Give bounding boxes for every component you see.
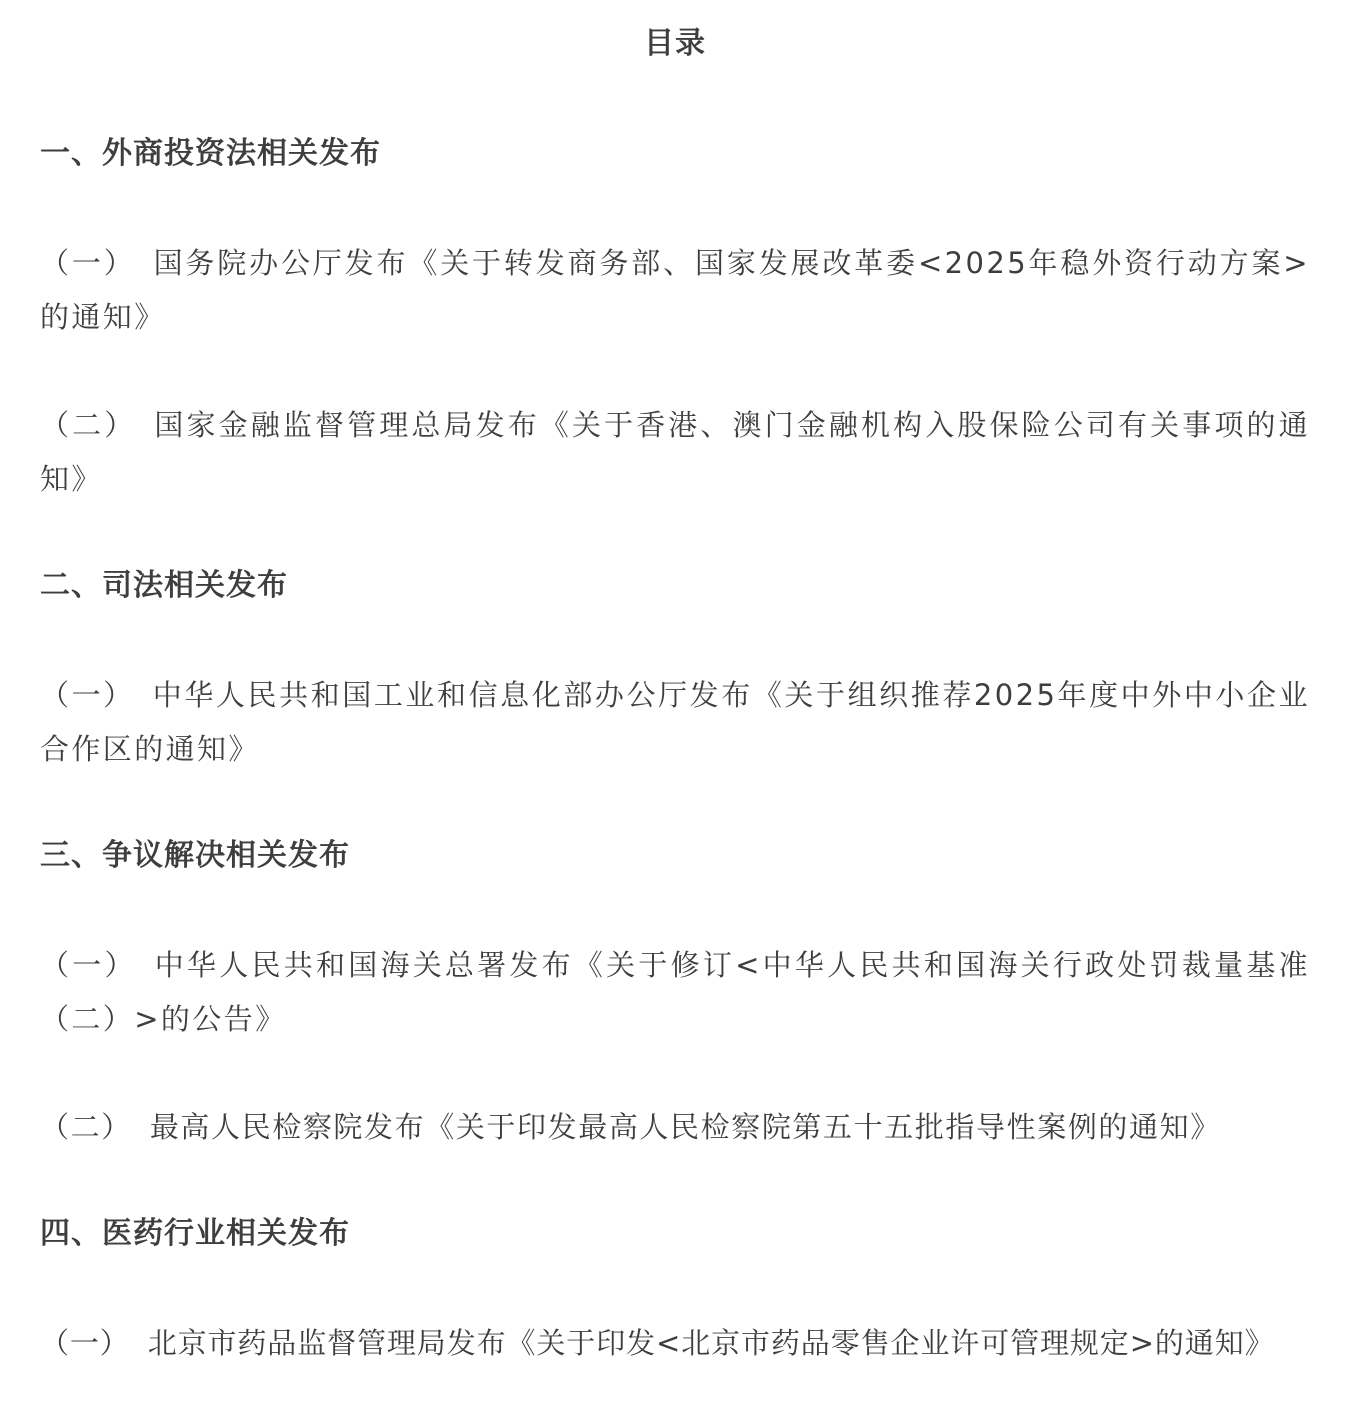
item-number: （一） — [40, 948, 137, 982]
item-number: （一） — [40, 1326, 130, 1360]
toc-item-2-1[interactable] — [40, 668, 1310, 776]
section-heading-4: 四、医药行业相关发布 — [40, 1216, 350, 1251]
item-number: （一） — [40, 246, 136, 280]
item-text: 中华人民共和国工业和信息化部办公厅发布《关于组织推荐2025年度中外中小企业合作区的通知》 — [40, 678, 1310, 766]
item-text: 中华人民共和国海关总署发布《关于修订<中华人民共和国海关行政处罚裁量基准（二）>的公告》 — [40, 948, 1310, 1036]
item-text: 最高人民检察院发布《关于印发最高人民检察院第五十五批指导性案例的通知》 — [149, 1110, 1221, 1144]
toc-item-3-1[interactable] — [40, 938, 1310, 1046]
toc-item-1-2[interactable] — [40, 398, 1310, 506]
item-number: （二） — [40, 408, 137, 442]
toc-item-4-1[interactable] — [40, 1316, 1310, 1370]
item-text: 北京市药品监督管理局发布《关于印发<北京市药品零售企业许可管理规定>的通知》 — [147, 1326, 1275, 1360]
section-heading-1: 一、外商投资法相关发布 — [40, 136, 381, 171]
item-text: 国务院办公厅发布《关于转发商务部、国家发展改革委<2025年稳外资行动方案>的通知》 — [40, 246, 1311, 334]
toc-item-1-1[interactable] — [40, 236, 1310, 344]
item-number: （一） — [40, 678, 135, 712]
item-text: 国家金融监督管理总局发布《关于香港、澳门金融机构入股保险公司有关事项的通知》 — [40, 408, 1311, 496]
section-heading-2: 二、司法相关发布 — [40, 568, 288, 603]
toc-item-3-2[interactable] — [40, 1100, 1310, 1154]
section-heading-3: 三、争议解决相关发布 — [40, 838, 350, 873]
item-number: （二） — [40, 1110, 132, 1144]
toc-title: 目录 — [644, 26, 706, 61]
